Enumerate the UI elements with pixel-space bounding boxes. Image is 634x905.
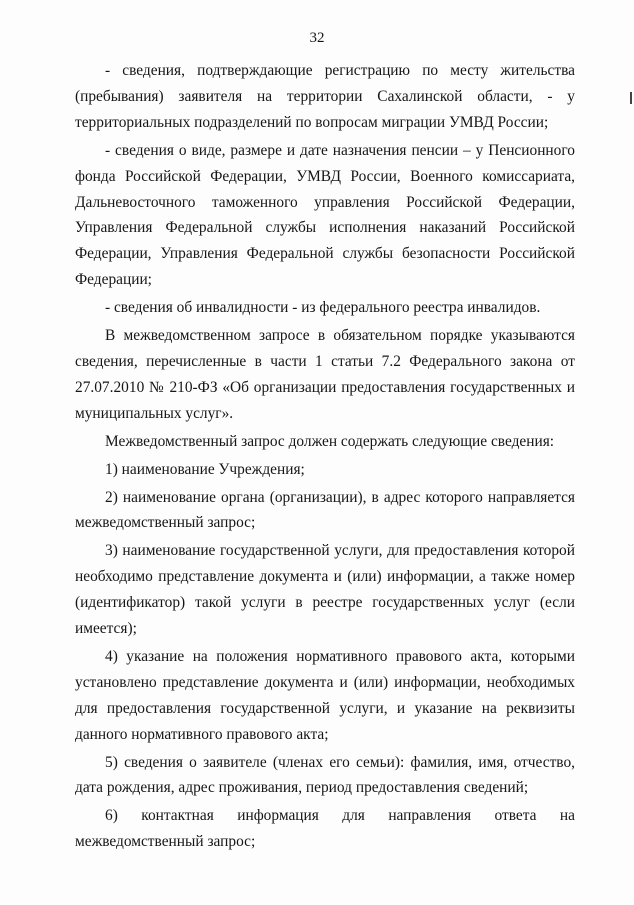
list-item-2: 2) наименование органа (организации), в адрес которого направляется межведомственный запрос; [75, 488, 575, 532]
page-body [75, 58, 575, 855]
paragraph-mandatory-info: В межведомственном запросе в обязательном порядке указываются сведения, перечисленные в части 1 статьи 7.2 Федерального закона от 27.07.2010 № 210-ФЗ «Об организации предоставления государственных и муниципальных услуг». [75, 327, 575, 422]
list-item-1: 1) наименование Учреждения; [105, 460, 305, 478]
list-item-6: 6) контактная информация для направления ответа на межведомственный запрос; [75, 807, 575, 851]
scan-margin-mark [630, 92, 632, 104]
list-item-3: 3) наименование государственной услуги, для предоставления которой необходимо представление документа и (или) информации, а также номер (идентификатор) такой услуги в реестре государственных услуг (если имеется); [75, 542, 575, 638]
paragraph-request-contents-intro: Межведомственный запрос должен содержать следующие сведения: [105, 432, 555, 450]
list-item-4: 4) указание на положения нормативного правового акта, которыми установлено представление документа и (или) информации, необходимых для предоставления государственной услуги, и указание на реквизиты данного нормативного правового акта; [75, 647, 575, 743]
page-number: 32 [309, 30, 325, 46]
paragraph-disability-info: - сведения об инвалидности - из федерального реестра инвалидов. [105, 299, 541, 317]
paragraph-registration-info: - сведения, подтверждающие регистрацию по месту жительства (пребывания) заявителя на территории Сахалинской области, - у территориальных подразделений по вопросам миграции УМВД России; [75, 62, 575, 131]
paragraph-pension-info: - сведения о виде, размере и дате назначения пенсии – у Пенсионного фонда Российской Федерации, УМВД России, Военного комиссариата, Дальневосточного таможенного управления Российской Федерации, Управления Федеральной службы исполнения наказаний Российской Федерации, Управления Федеральной службы безопасности Российской Федерации; [75, 141, 575, 289]
list-item-5: 5) сведения о заявителе (членах его семьи): фамилия, имя, отчество, дата рождения, адрес проживания, период предоставления сведений; [75, 753, 575, 797]
